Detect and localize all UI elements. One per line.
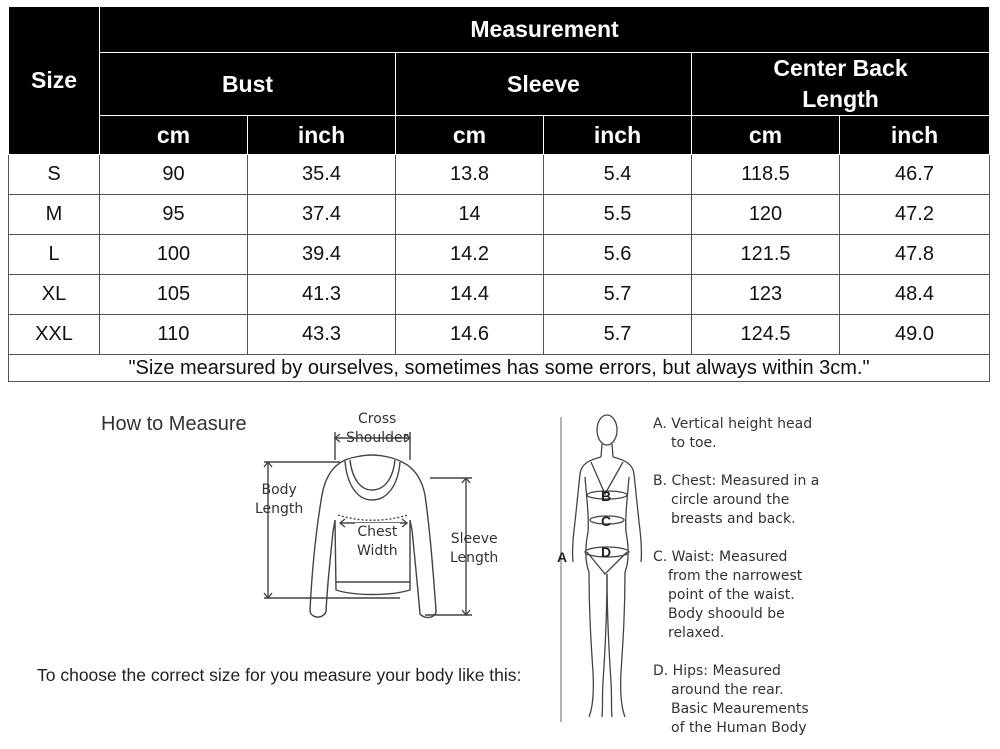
table-cell: 5.4 <box>544 155 692 195</box>
table-cell: 39.4 <box>248 235 396 275</box>
cross-shoulder-label: Cross Shoulder <box>346 411 409 446</box>
size-header: Size <box>9 7 100 155</box>
table-row <box>9 155 990 195</box>
table-cell: 5.7 <box>544 315 692 355</box>
letter-d: D <box>601 544 612 560</box>
table-row <box>9 315 990 355</box>
table-cell: 121.5 <box>692 235 840 275</box>
table-cell: 14.4 <box>396 275 544 315</box>
choose-size-instruction: To choose the correct size for you measure your body like this: <box>37 665 522 685</box>
size-cell: XL <box>9 275 100 315</box>
note-d: D. Hips: Measured around the rear. Basic Meaurements of the Human Body <box>653 663 809 736</box>
table-cell: 49.0 <box>840 315 990 355</box>
letter-b: B <box>601 488 612 504</box>
size-cell: M <box>9 195 100 235</box>
table-cell: 124.5 <box>692 315 840 355</box>
table-cell: 37.4 <box>248 195 396 235</box>
table-cell: 14.2 <box>396 235 544 275</box>
table-cell: 5.5 <box>544 195 692 235</box>
body-figure-illustration <box>555 402 665 732</box>
note-c: C. Waist: Measured from the narrowest point of the waist. Body shoould be relaxed. <box>653 549 803 641</box>
table-cell: 13.8 <box>396 155 544 195</box>
table-cell: 47.8 <box>840 235 990 275</box>
size-note: "Size mearsured by ourselves, sometimes has some errors, but always within 3cm." <box>9 355 990 382</box>
letter-c: C <box>601 513 612 529</box>
table-cell: 95 <box>100 195 248 235</box>
letter-a: A <box>557 549 568 565</box>
unit-header: inch <box>840 116 990 155</box>
chest-width-label: Chest Width <box>357 524 398 559</box>
size-cell: XXL <box>9 315 100 355</box>
table-cell: 118.5 <box>692 155 840 195</box>
unit-header: inch <box>544 116 692 155</box>
measurement-header: Measurement <box>100 7 990 53</box>
table-cell: 123 <box>692 275 840 315</box>
table-row <box>9 235 990 275</box>
table-cell: 47.2 <box>840 195 990 235</box>
center-back-length-header: Center Back Length <box>692 53 990 116</box>
unit-header: inch <box>248 116 396 155</box>
size-chart-table <box>8 6 990 382</box>
table-cell: 5.6 <box>544 235 692 275</box>
unit-header: cm <box>100 116 248 155</box>
table-cell: 35.4 <box>248 155 396 195</box>
how-to-measure-title: How to Measure <box>101 413 247 435</box>
table-row <box>9 195 990 235</box>
table-cell: 100 <box>100 235 248 275</box>
note-b: B. Chest: Measured in a circle around the breasts and back. <box>653 473 820 527</box>
note-a: A. Vertical height head to toe. <box>653 416 813 451</box>
body-length-label: Body Length <box>255 482 304 517</box>
size-cell: L <box>9 235 100 275</box>
table-cell: 46.7 <box>840 155 990 195</box>
sleeve-length-label: Sleeve Length <box>450 531 499 566</box>
table-cell: 5.7 <box>544 275 692 315</box>
size-cell: S <box>9 155 100 195</box>
table-cell: 41.3 <box>248 275 396 315</box>
unit-header: cm <box>396 116 544 155</box>
bust-header: Bust <box>100 53 396 116</box>
table-cell: 14.6 <box>396 315 544 355</box>
table-cell: 90 <box>100 155 248 195</box>
table-cell: 48.4 <box>840 275 990 315</box>
table-cell: 105 <box>100 275 248 315</box>
table-cell: 43.3 <box>248 315 396 355</box>
table-cell: 120 <box>692 195 840 235</box>
table-row <box>9 275 990 315</box>
sleeve-header: Sleeve <box>396 53 692 116</box>
unit-header: cm <box>692 116 840 155</box>
table-cell: 14 <box>396 195 544 235</box>
table-cell: 110 <box>100 315 248 355</box>
